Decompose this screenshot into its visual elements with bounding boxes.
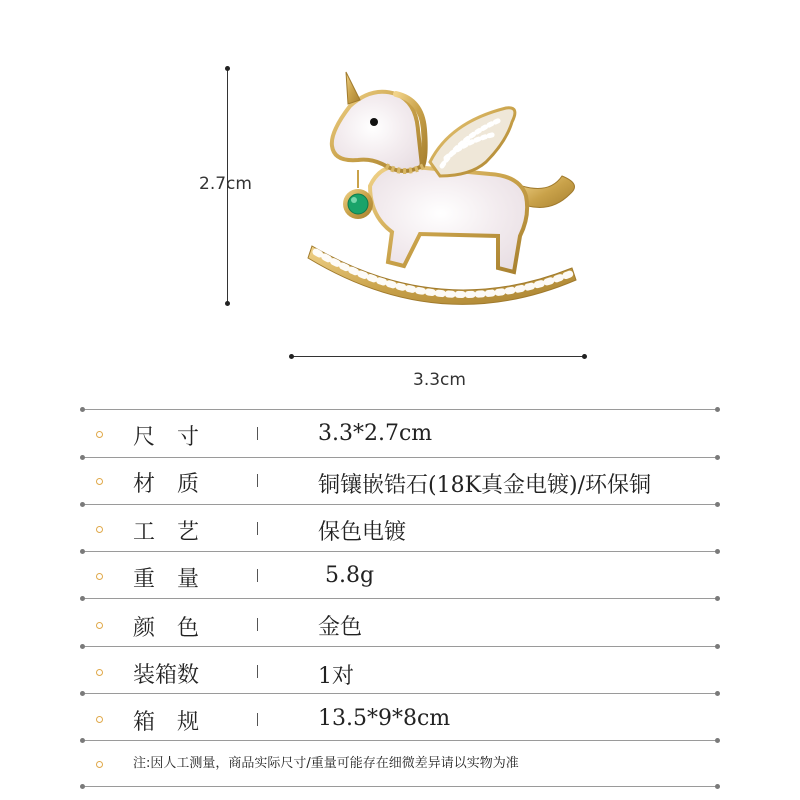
spec-value: 保色电镀 — [318, 520, 407, 545]
bullet-icon — [96, 573, 103, 580]
spec-divider — [257, 522, 258, 535]
bullet-icon — [96, 431, 103, 438]
measurement-note: 注:因人工测量，商品实际尺寸/重量可能存在细微差异请以实物为准 — [133, 756, 519, 771]
spec-row-weight — [0, 552, 800, 598]
table-separator — [82, 786, 718, 787]
spec-divider — [257, 618, 258, 631]
unicorn-rocking-horse-brooch-icon — [300, 66, 600, 316]
bullet-icon — [96, 526, 103, 533]
spec-value: 铜镶嵌锆石(18K真金电镀)/环保铜 — [318, 473, 652, 498]
width-dimension-label: 3.3cm — [413, 370, 466, 390]
spec-label: 尺 寸 — [133, 425, 200, 450]
spec-row-box-count — [0, 647, 800, 693]
spec-divider — [257, 569, 258, 582]
bullet-icon — [96, 761, 103, 768]
spec-row-color — [0, 599, 800, 645]
spec-value: 3.3*2.7cm — [318, 421, 433, 446]
width-dimension-left-dot — [289, 354, 294, 359]
bullet-icon — [96, 669, 103, 676]
width-dimension-right-dot — [582, 354, 587, 359]
spec-value: 金色 — [318, 615, 363, 640]
height-dimension-label: 2.7cm — [199, 174, 252, 194]
spec-row-size — [0, 410, 800, 456]
spec-value: 13.5*9*8cm — [318, 706, 451, 731]
spec-label: 箱 规 — [133, 710, 200, 735]
spec-divider — [257, 665, 258, 678]
spec-value: 5.8g — [325, 563, 375, 588]
spec-divider — [257, 427, 258, 440]
spec-divider — [257, 474, 258, 487]
height-dimension-bottom-dot — [225, 301, 230, 306]
spec-row-box-size — [0, 694, 800, 740]
spec-label: 装箱数 — [133, 663, 200, 688]
bullet-icon — [96, 478, 103, 485]
bullet-icon — [96, 716, 103, 723]
height-dimension-top-dot — [225, 66, 230, 71]
spec-label: 材 质 — [133, 472, 200, 497]
spec-row-craft — [0, 505, 800, 551]
spec-label: 重 量 — [133, 567, 200, 592]
spec-label: 颜 色 — [133, 616, 200, 641]
spec-value: 1对 — [318, 664, 354, 689]
bullet-icon — [96, 622, 103, 629]
spec-label: 工 艺 — [133, 520, 200, 545]
width-dimension-line — [291, 356, 586, 357]
spec-divider — [257, 713, 258, 726]
table-separator — [82, 740, 718, 741]
spec-row-material — [0, 458, 800, 504]
